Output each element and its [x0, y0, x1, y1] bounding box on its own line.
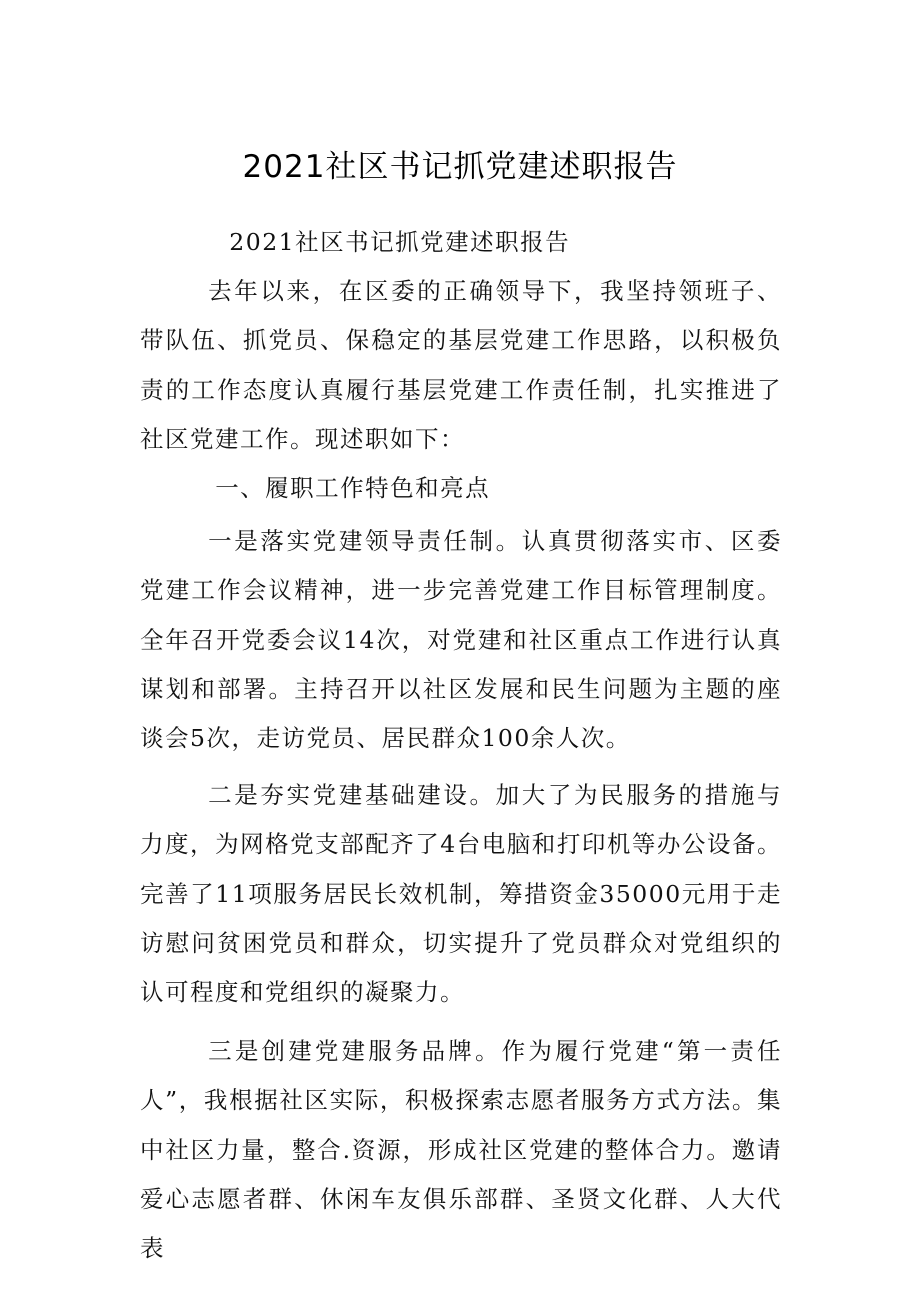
document-title: 2021社区书记抓党建述职报告 [242, 149, 678, 185]
intro-paragraph: 去年以来，在区委的正确领导下，我坚持领班子、带队伍、抓党员、保稳定的基层党建工作思路，以积极负责的工作态度认真履行基层党建工作责任制，扎实推进了社区党建工作。现述职如下： [140, 277, 782, 453]
body-paragraph-2: 二是夯实党建基础建设。加大了为民服务的措施与力度，为网格党支部配齐了4台电脑和打印机等办公设备。完善了11项服务居民长效机制，筹措资金35000元用于走访慰问贫困党员和群众，切实提升了党员群众对党组织的认可程度和党组织的凝聚力。 [140, 781, 782, 1007]
section-heading: 一、履职工作特色和亮点 [215, 474, 491, 503]
document-body [140, 218, 782, 1273]
body-paragraph-1: 一是落实党建领导责任制。认真贯彻落实市、区委党建工作会议精神，进一步完善党建工作目标管理制度。全年召开党委会议14次，对党建和社区重点工作进行认真谋划和部署。主持召开以社区发展和民生问题为主题的座谈会5次，走访党员、居民群众100余人次。 [140, 527, 782, 753]
document-subtitle: 2021社区书记抓党建述职报告 [229, 228, 571, 256]
body-paragraph-3: 三是创建党建服务品牌。作为履行党建“第一责任人”，我根据社区实际，积极探索志愿者服务方式方法。集中社区力量，整合.资源，形成社区党建的整体合力。邀请爱心志愿者群、休闲车友俱乐部群、圣贤文化群、人大代表 [140, 1037, 782, 1263]
